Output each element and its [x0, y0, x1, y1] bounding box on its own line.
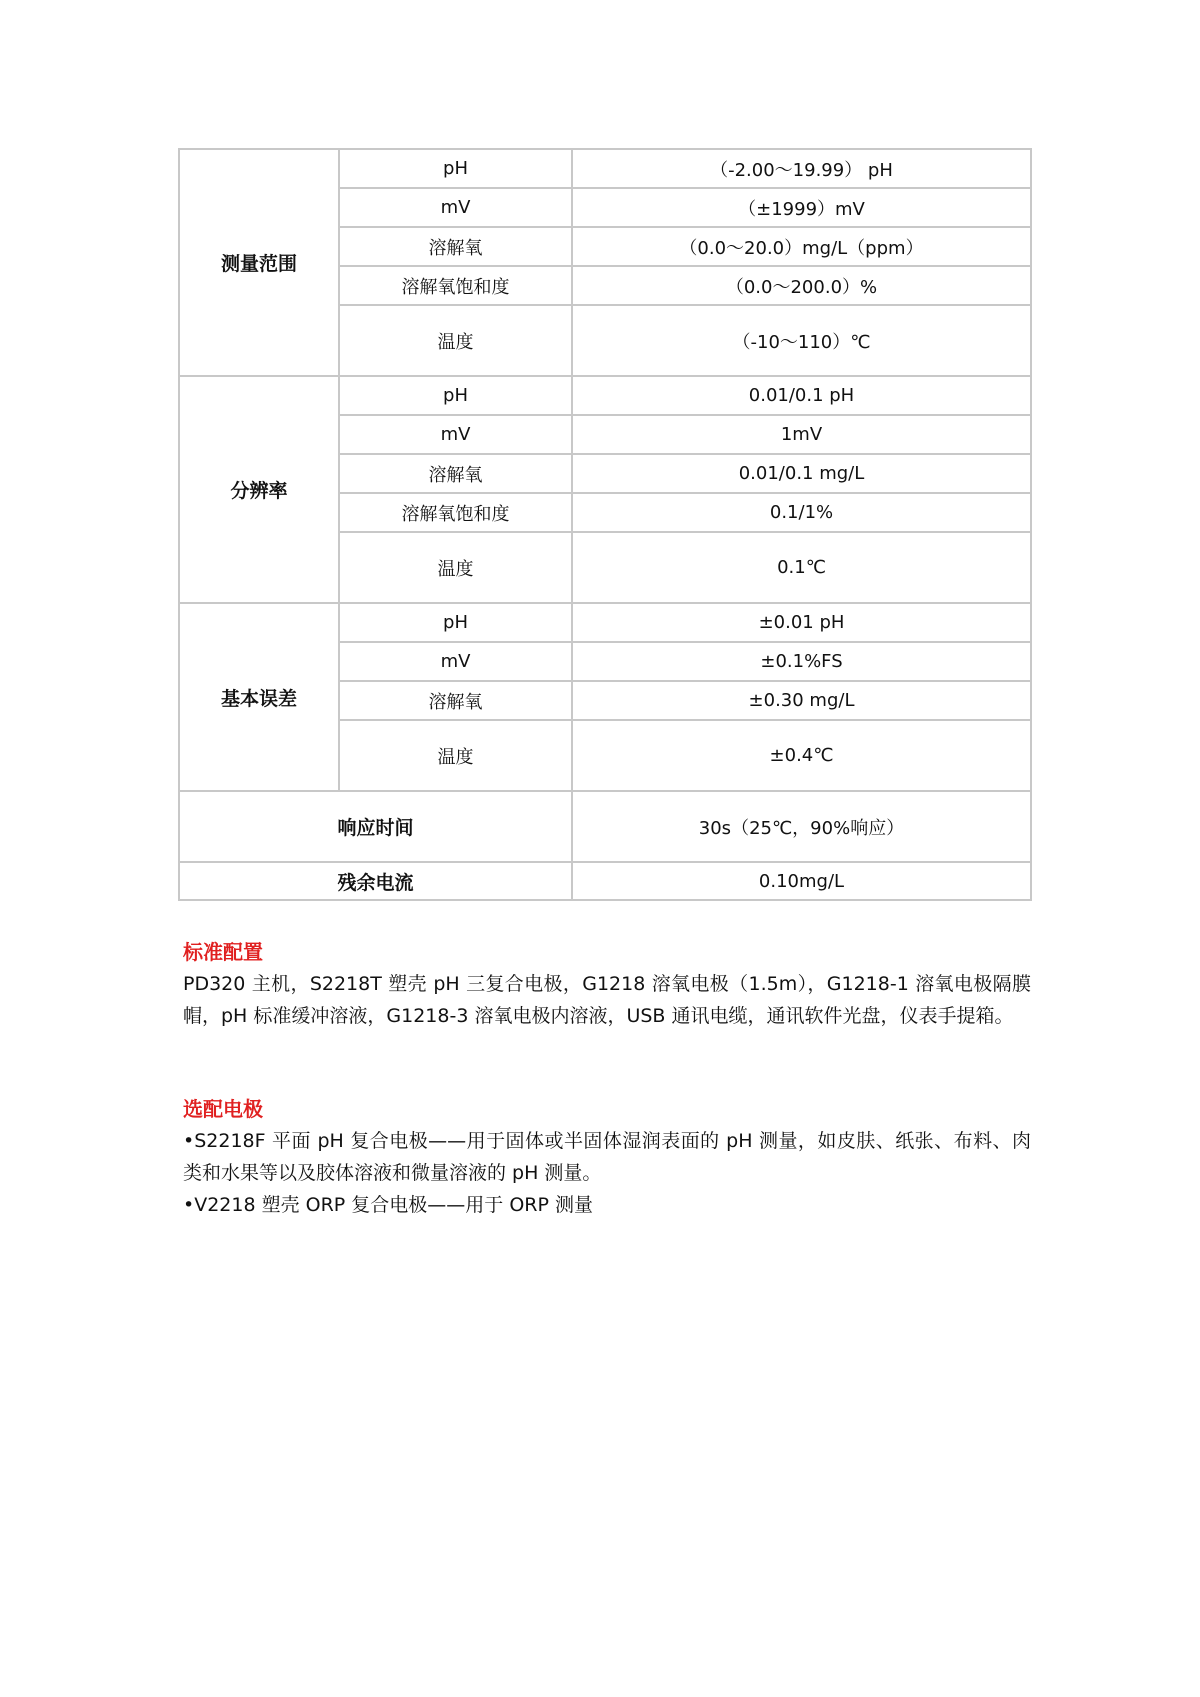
param-cell: 溶解氧饱和度	[339, 493, 572, 532]
value-cell: 0.01/0.1 pH	[572, 376, 1031, 415]
response-time-value: 30s（25℃，90%响应）	[572, 791, 1031, 862]
table-row	[179, 603, 1031, 642]
spec-table	[178, 148, 1032, 901]
param-cell: 溶解氧	[339, 227, 572, 266]
value-cell: ±0.30 mg/L	[572, 681, 1031, 720]
value-cell: （-10～110）℃	[572, 305, 1031, 376]
residual-current-label: 残余电流	[179, 862, 572, 900]
group-basic-error: 基本误差	[179, 603, 339, 791]
param-cell: 温度	[339, 305, 572, 376]
param-cell: 温度	[339, 532, 572, 603]
param-cell: 溶解氧	[339, 681, 572, 720]
param-cell: 温度	[339, 720, 572, 791]
standard-config-heading: 标准配置	[183, 940, 263, 964]
table-row	[179, 376, 1031, 415]
table-row	[179, 862, 1031, 900]
value-cell: ±0.1%FS	[572, 642, 1031, 681]
value-cell: 0.1/1%	[572, 493, 1031, 532]
value-cell: 1mV	[572, 415, 1031, 454]
residual-current-value: 0.10mg/L	[572, 862, 1031, 900]
param-cell: mV	[339, 642, 572, 681]
standard-config-section	[183, 936, 1031, 1032]
table-row	[179, 791, 1031, 862]
group-resolution: 分辨率	[179, 376, 339, 603]
param-cell: mV	[339, 415, 572, 454]
value-cell: ±0.4℃	[572, 720, 1031, 791]
value-cell: （±1999）mV	[572, 188, 1031, 227]
standard-config-text: PD320 主机，S2218T 塑壳 pH 三复合电极，G1218 溶氧电极（1.5m），G1218-1 溶氧电极隔膜帽，pH 标准缓冲溶液，G1218-3 溶氧电极内溶液，USB 通讯电缆，通讯软件光盘，仪表手提箱。	[183, 973, 1031, 1027]
response-time-label: 响应时间	[179, 791, 572, 862]
group-measurement-range: 测量范围	[179, 149, 339, 376]
optional-electrodes-heading: 选配电极	[183, 1097, 263, 1121]
table-row	[179, 149, 1031, 188]
optional-electrodes-section	[183, 1093, 1031, 1221]
value-cell: （0.0～200.0）%	[572, 266, 1031, 305]
param-cell: pH	[339, 603, 572, 642]
param-cell: 溶解氧饱和度	[339, 266, 572, 305]
value-cell: 0.1℃	[572, 532, 1031, 603]
param-cell: 溶解氧	[339, 454, 572, 493]
value-cell: （0.0～20.0）mg/L（ppm）	[572, 227, 1031, 266]
value-cell: 0.01/0.1 mg/L	[572, 454, 1031, 493]
list-item: •V2218 塑壳 ORP 复合电极——用于 ORP 测量	[183, 1194, 593, 1216]
param-cell: pH	[339, 149, 572, 188]
value-cell: ±0.01 pH	[572, 603, 1031, 642]
list-item: •S2218F 平面 pH 复合电极——用于固体或半固体湿润表面的 pH 测量，如皮肤、纸张、布料、肉类和水果等以及胶体溶液和微量溶液的 pH 测量。	[183, 1130, 1031, 1184]
value-cell: （-2.00～19.99） pH	[572, 149, 1031, 188]
param-cell: pH	[339, 376, 572, 415]
param-cell: mV	[339, 188, 572, 227]
